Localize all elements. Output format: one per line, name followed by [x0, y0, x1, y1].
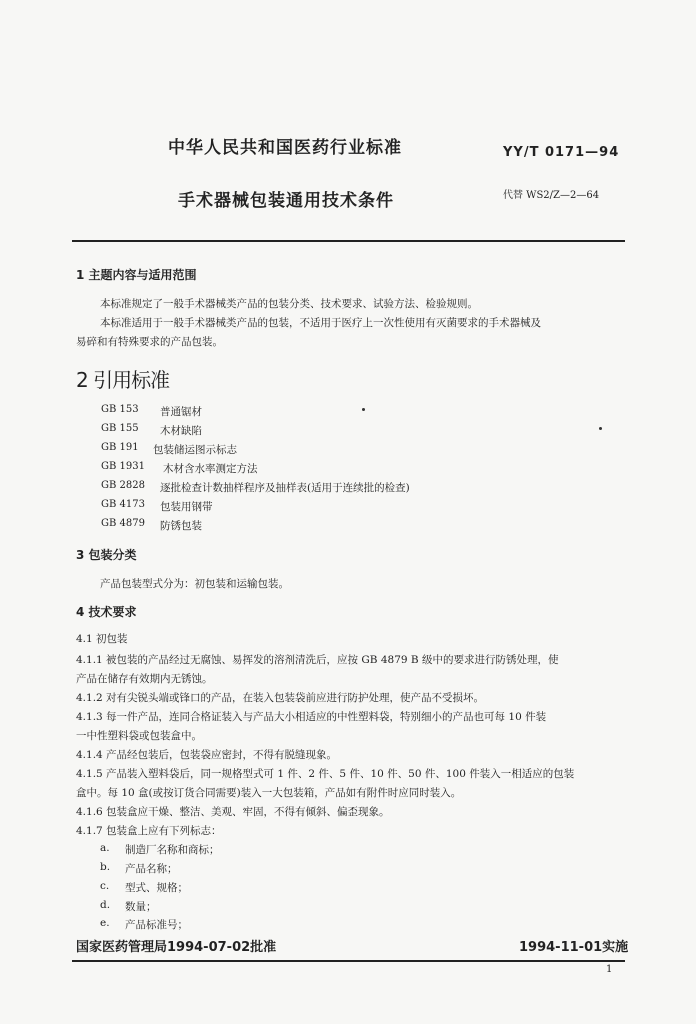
marking-letter: a. — [100, 842, 110, 854]
marking-item: 产品标准号； — [125, 919, 188, 931]
clause-4-1-1: 4.1.1 被包装的产品经过无腐蚀、易挥发的溶剂清洗后，应按 GB 4879 B 级中的要求进行防锈处理，使 — [76, 654, 559, 666]
ref-code: GB 1931 — [101, 461, 145, 472]
clause-4-1: 4.1 初包装 — [76, 633, 128, 645]
document-title: 手术器械包装通用技术条件 — [178, 191, 394, 211]
clause-4-1-1-cont: 产品在储存有效期内无锈蚀。 — [76, 673, 213, 685]
ref-name: 普通锯材 — [160, 406, 202, 418]
marking-letter: c. — [100, 880, 110, 892]
replaces-note: 代替 WS2/Z—2—64 — [503, 190, 600, 201]
clause-4-1-4: 4.1.4 产品经包装后，包装袋应密封，不得有脱缝现象。 — [76, 749, 338, 761]
ref-name: 防锈包装 — [160, 520, 202, 532]
marking-item: 数量； — [125, 901, 157, 913]
clause-4-1-5: 4.1.5 产品装入塑料袋后，同一规格型式可 1 件、2 件、5 件、10 件、50 件、100 件装入一相适应的包装 — [76, 768, 575, 780]
section-2-heading: 2 引用标准 — [76, 368, 170, 392]
ref-name: 包装用钢带 — [160, 501, 213, 513]
scan-speck — [599, 427, 602, 430]
ref-code: GB 153 — [101, 404, 139, 415]
section-1-para-2-cont: 易碎和有特殊要求的产品包装。 — [76, 336, 223, 348]
section-1-heading: 1 主题内容与适用范围 — [76, 268, 197, 282]
ref-code: GB 155 — [101, 423, 139, 434]
clause-4-1-3: 4.1.3 每一件产品，连同合格证装入与产品大小相适应的中性塑料袋，特别细小的产品也可每 10 件装 — [76, 711, 547, 723]
section-1-para-1: 本标准规定了一般手术器械类产品的包装分类、技术要求、试验方法、检验规则。 — [100, 298, 478, 310]
marking-item: 制造厂名称和商标； — [125, 844, 220, 856]
section-1-para-2: 本标准适用于一般手术器械类产品的包装，不适用于医疗上一次性使用有灭菌要求的手术器械及 — [100, 317, 541, 329]
section-3-para: 产品包装型式分为：初包装和运输包装。 — [100, 578, 289, 590]
marking-letter: b. — [100, 861, 111, 873]
clause-4-1-3-cont: 一中性塑料袋或包装盒中。 — [76, 730, 202, 742]
effective-date: 1994-11-01实施 — [519, 940, 629, 955]
ref-code: GB 4173 — [101, 499, 145, 510]
ref-name: 逐批检查计数抽样程序及抽样表(适用于连续批的检查) — [160, 482, 410, 494]
standard-number: YY/T 0171—94 — [503, 145, 620, 160]
clause-4-1-6: 4.1.6 包装盒应干燥、整洁、美观、牢固，不得有倾斜、偏歪现象。 — [76, 806, 390, 818]
clause-4-1-2: 4.1.2 对有尖锐头端或锋口的产品，在装入包装袋前应进行防护处理，使产品不受损坏。 — [76, 692, 485, 704]
approval-line: 国家医药管理局1994-07-02批准 — [76, 940, 277, 955]
header-org: 中华人民共和国医药行业标准 — [168, 138, 402, 158]
marking-item: 型式、规格； — [125, 882, 188, 894]
clause-4-1-7: 4.1.7 包装盒上应有下列标志： — [76, 825, 222, 837]
footer-rule — [72, 960, 625, 962]
clause-4-1-5-cont: 盒中。每 10 盒(或按订货合同需要)装入一大包装箱，产品如有附件时应同时装入。 — [76, 787, 462, 799]
section-4-heading: 4 技术要求 — [76, 605, 137, 619]
marking-letter: e. — [100, 917, 110, 929]
marking-item: 产品名称； — [125, 863, 178, 875]
marking-letter: d. — [100, 899, 111, 911]
ref-code: GB 2828 — [101, 480, 145, 491]
ref-code: GB 4879 — [101, 518, 145, 529]
ref-code: GB 191 — [101, 442, 139, 453]
ref-name: 木材缺陷 — [160, 425, 202, 437]
scan-speck — [362, 408, 365, 411]
page-number: 1 — [606, 964, 613, 975]
ref-name: 木材含水率测定方法 — [163, 463, 258, 475]
header-rule — [72, 240, 625, 242]
section-3-heading: 3 包装分类 — [76, 548, 137, 562]
ref-name: 包装储运图示标志 — [153, 444, 237, 456]
